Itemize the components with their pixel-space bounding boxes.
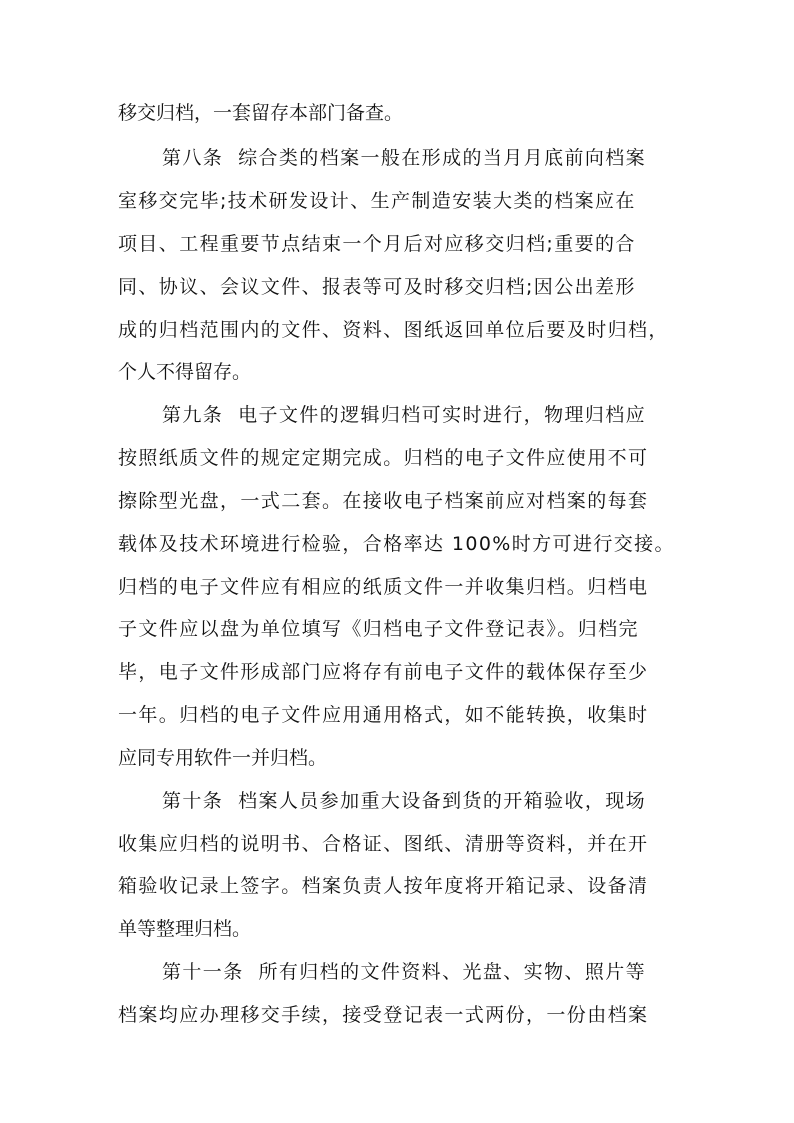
text-line: 应同专用软件一并归档。: [118, 747, 328, 769]
article-8-heading-line: 第八条 综合类的档案一般在形成的当月月底前向档案: [162, 147, 647, 169]
text-line: 室移交完毕;技术研发设计、生产制造安装大类的档案应在: [118, 190, 636, 212]
text-line: 成的归档范围内的文件、资料、图纸返回单位后要及时归档，: [118, 319, 669, 341]
text-line: 一年。归档的电子文件应用通用格式，如不能转换，收集时: [118, 704, 649, 726]
text-line: 单等整理归档。: [118, 918, 252, 940]
article-10-heading-line: 第十条 档案人员参加重大设备到货的开箱验收，现场: [162, 790, 647, 812]
text-line: 档案均应办理移交手续，接受登记表一式两份，一份由档案: [118, 1004, 649, 1026]
text-line: 归档的电子文件应有相应的纸质文件一并收集归档。归档电: [118, 576, 649, 598]
text-line: 移交归档，一套留存本部门备查。: [118, 102, 404, 124]
text-line: 子文件应以盘为单位填写《归档电子文件登记表》。归档完: [118, 618, 639, 640]
article-9-heading-line: 第九条 电子文件的逻辑归档可实时进行，物理归档应: [162, 404, 647, 426]
text-line: 按照纸质文件的规定定期完成。归档的电子文件应使用不可: [118, 447, 649, 469]
text-line: 同、协议、会议文件、报表等可及时移交归档;因公出差形: [118, 276, 636, 298]
text-line: 毕，电子文件形成部门应将存有前电子文件的载体保存至少: [118, 661, 649, 683]
text-line: 收集应归档的说明书、合格证、图纸、清册等资料，并在开: [118, 833, 649, 855]
text-line: 载体及技术环境进行检验，合格率达 100%时方可进行交接。: [118, 533, 675, 555]
text-line: 擦除型光盘，一式二套。在接收电子档案前应对档案的每套: [118, 490, 649, 512]
article-11-heading-line: 第十一条 所有归档的文件资料、光盘、实物、照片等: [162, 961, 647, 983]
text-line: 个人不得留存。: [118, 361, 252, 383]
text-line: 项目、工程重要节点结束一个月后对应移交归档;重要的合: [118, 233, 636, 255]
text-line: 箱验收记录上签字。档案负责人按年度将开箱记录、设备清: [118, 875, 649, 897]
